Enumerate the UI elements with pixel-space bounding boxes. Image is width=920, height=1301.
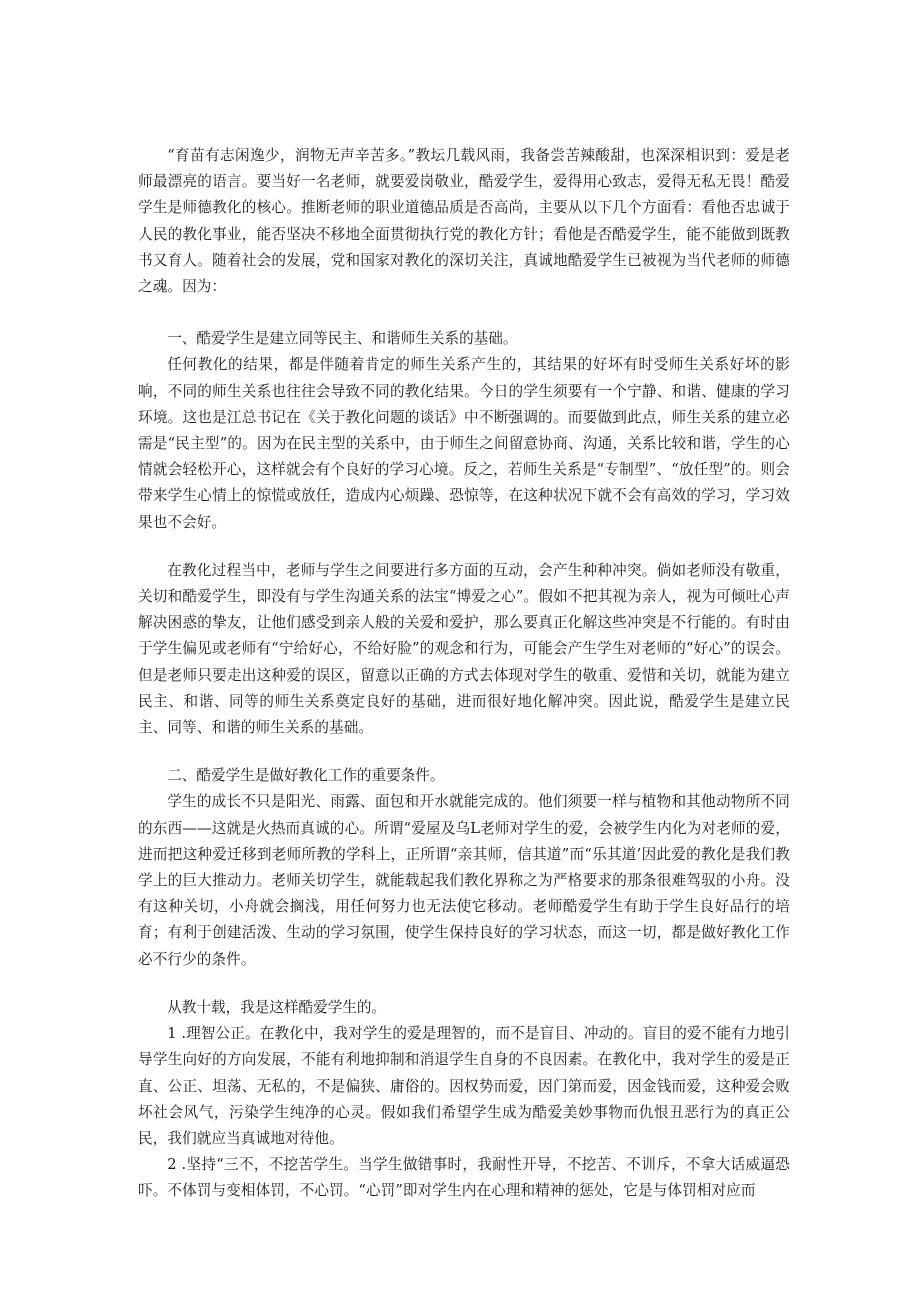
intro-paragraph: “育苗有志闲逸少，润物无声辛苦多。”教坛几载风雨，我备尝苦辣酸甜，也深深相识到：爱是老师最漂亮的语言。要当好一名老师，就要爱岗敬业，酷爱学生，爱得用心致志，爱得无私无畏！酷爱学生是师德教化的核心。推断老师的职业道德品质是否高尚，主要从以下几个方面看：看他否忠诚于人民的教化事业，能否坚决不移地全面贯彻执行党的教化方针；看他是否酷爱学生，能不能做到既教书又育人。随着社会的发展，党和国家对教化的深切关注，真诚地酷爱学生已被视为当代老师的师德之魂。因为： — [138, 147, 790, 296]
section2-heading: 二、酷爱学生是做好教化工作的重要条件。 — [167, 767, 445, 785]
list-item-2: 2 .坚持“三不，不挖苦学生。当学生做错事时，我耐性开导，不挖苦、不训斥，不拿大话威逼恐吓。不体罚与变相体罚，不心罚。“心罚”即对学生内在心理和精神的惩处，它是与体罚相对应而 — [138, 1156, 790, 1200]
section2-paragraph-1: 学生的成长不只是阳光、雨露、面包和开水就能完成的。他们须要一样与植物和其他动物所不同的东西——这就是火热而真诚的心。所谓“爱屋及乌L老师对学生的爱，会被学生内化为对老师的爱，进而把这种爱迁移到老师所教的学科上，正所谓“亲其师，信其道”而“乐其道’因此爱的教化是我们教学上的巨大推动力。老师关切学生，就能载起我们教化界称之为严格要求的那条很难驾驭的小舟。没有这种关切，小舟就会搁浅，用任何努力也无法使它移动。老师酷爱学生有助于学生良好品行的培育；有利于创建活泼、生动的学习氛围，使学生保持良好的学习状态，而这一切，都是做好教化工作必不行少的条件。 — [138, 793, 790, 968]
section3-intro: 从教十载，我是这样酷爱学生的。 — [167, 998, 387, 1016]
section1-paragraph-1: 任何教化的结果，都是伴随着肯定的师生关系产生的，其结果的好坏有时受师生关系好坏的影响，不同的师生关系也往往会导致不同的教化结果。今日的学生须要有一个宁静、和谐、健康的学习环境。这也是江总书记在《关于教化问题的谈话》中不断强调的。而要做到此点，师生关系的建立必需是“民主型”的。因为在民主型的关系中，由于师生之间留意协商、沟通，关系比较和谐，学生的心情就会轻松开心，这样就会有个良好的学习心境。反之，若师生关系是“专制型”、“放任型”的。则会带来学生心情上的惊慌或放任，造成内心烦躁、恐惊等，在这种状况下就不会有高效的学习，学习效果也不会好。 — [138, 356, 790, 531]
list-item-1: 1 .理智公正。在教化中，我对学生的爱是理智的，而不是盲目、冲动的。盲目的爱不能有力地引导学生向好的方向发展，不能有利地抑制和消退学生自身的不良因素。在教化中，我对学生的爱是正直、公正、坦荡、无私的，不是偏狭、庸俗的。因权势而爱，因门第而爱，因金钱而爱，这种爱会败坏社会风气，污染学生纯净的心灵。假如我们希望学生成为酷爱美妙事物而仇恨丑恶行为的真正公民，我们就应当真诚地对待他。 — [138, 1025, 790, 1147]
section1-heading: 一、酷爱学生是建立同等民主、和谐师生关系的基础。 — [167, 330, 518, 348]
section1-paragraph-2: 在教化过程当中，老师与学生之间要进行多方面的互动，会产生种种冲突。倘如老师没有敬重，关切和酷爱学生，即没有与学生沟通关系的法宝“博爱之心”。假如不把其视为亲人，视为可倾吐心声解决困惑的挚友，让他们感受到亲人般的关爱和爱护，那么要真正化解这些冲突是不行能的。有时由于学生偏见或老师有“宁给好心，不给好脸”的观念和行为，可能会产生学生对老师的“好心”的误会。但是老师只要走出这种爱的误区，留意以正确的方式去体现对学生的敬重、爱惜和关切，就能为建立民主、和谐、同等的师生关系奠定良好的基础，进而很好地化解冲突。因此说，酷爱学生是建立民主、同等、和谐的师生关系的基础。 — [138, 561, 790, 737]
document-page — [138, 143, 790, 1205]
